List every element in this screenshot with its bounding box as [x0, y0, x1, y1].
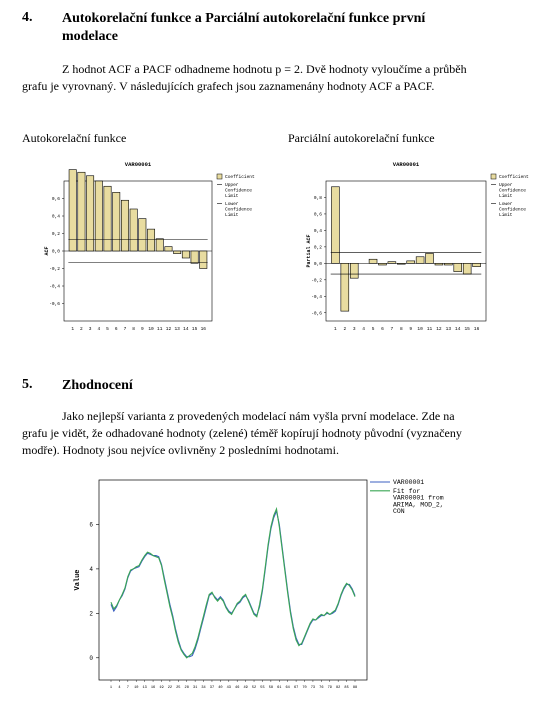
legend-label: Fit for — [393, 487, 421, 495]
x-tick-label: 88 — [352, 686, 358, 690]
legend-label: VAR00001 from — [393, 494, 444, 502]
x-tick-label: 4 — [97, 327, 101, 332]
x-tick-label: 15 — [464, 327, 470, 332]
y-axis-label: Partial ACF — [306, 234, 312, 268]
x-tick-label: 13 — [445, 327, 452, 332]
x-tick-label: 7 — [126, 686, 129, 690]
x-tick-label: 3 — [352, 327, 356, 332]
x-tick-label: 7 — [390, 327, 394, 332]
legend-label: Confidence — [225, 207, 253, 213]
plot-frame — [99, 480, 367, 680]
section4-para-line1: Z hodnot ACF a PACF odhadneme hodnotu p = 2. Dvě hodnoty vyloučíme a průběh — [62, 62, 467, 76]
legend-label: Confidence — [499, 188, 527, 194]
x-tick-label: 46 — [235, 686, 240, 690]
section4-title-line2: modelace — [62, 29, 118, 44]
pacf-caption: Parciální autokorelační funkce — [288, 131, 435, 145]
y-tick-label: -0,4 — [311, 294, 322, 300]
legend-label: Limit — [499, 213, 513, 218]
y-tick-label: 6 — [89, 521, 93, 529]
x-tick-label: 16 — [200, 327, 206, 332]
section5-para-line1: Jako nejlepší varianta z provedených modelací nám vyšla první modelace. Zde na — [62, 409, 455, 423]
x-tick-label: 13 — [142, 686, 147, 690]
x-tick-label: 10 — [148, 327, 154, 332]
bar — [435, 263, 443, 265]
x-tick-label: 1 — [71, 327, 75, 332]
x-tick-label: 5 — [106, 327, 109, 332]
y-tick-label: 0,6 — [51, 197, 60, 203]
x-tick-label: 7 — [123, 327, 127, 332]
bar — [463, 263, 471, 274]
x-tick-label: 28 — [184, 686, 189, 690]
bar — [130, 209, 137, 251]
x-tick-label: 12 — [165, 327, 172, 332]
section4-title — [62, 10, 532, 46]
x-tick-label: 6 — [114, 327, 118, 332]
bar — [113, 192, 120, 251]
legend-label: Coefficient — [225, 175, 255, 180]
x-tick-label: 79 — [327, 686, 332, 690]
y-tick-label: -0,6 — [49, 302, 60, 308]
y-tick-label: 0,6 — [313, 212, 322, 218]
x-tick-label: 10 — [417, 327, 423, 332]
x-tick-label: 6 — [381, 327, 384, 332]
section5-para-line2: grafu je vidět, že odhadované hodnoty (zelené) téměř kopírují hodnoty původní (vyznačeny — [22, 426, 462, 440]
bar — [182, 251, 189, 258]
x-tick-label: 9 — [141, 327, 144, 332]
y-tick-label: -0,2 — [49, 267, 60, 273]
legend-label: Lower — [225, 202, 239, 207]
x-tick-label: 73 — [310, 686, 316, 690]
bar — [156, 239, 163, 251]
y-axis-label: Value — [74, 569, 82, 591]
bar — [341, 263, 349, 311]
section4-title-line1: Autokorelační funkce a Parciální autokorelační funkce první — [62, 11, 426, 26]
bar — [444, 263, 452, 265]
x-tick-label: 19 — [159, 686, 164, 690]
legend-label: Limit — [225, 194, 239, 199]
section5-paragraph — [22, 408, 534, 459]
x-tick-label: 76 — [319, 686, 324, 690]
y-tick-label: -0,2 — [311, 278, 322, 284]
y-tick-label: 0,2 — [51, 232, 60, 238]
x-tick-label: 40 — [218, 686, 223, 690]
y-tick-label: -0,6 — [311, 311, 322, 317]
pacf-chart — [290, 155, 535, 335]
bar — [121, 200, 128, 251]
x-tick-label: 61 — [277, 686, 282, 690]
legend-label: Upper — [225, 183, 239, 188]
plot-frame — [326, 181, 486, 321]
acf-chart — [22, 155, 262, 335]
y-tick-label: 0,2 — [313, 245, 322, 251]
legend-label: Limit — [499, 194, 513, 199]
bar — [147, 229, 154, 251]
y-tick-label: 0,8 — [313, 196, 322, 202]
legend-swatch-coefficient — [491, 174, 496, 179]
legend-label: VAR00001 — [393, 479, 425, 486]
legend-label: CON — [393, 508, 405, 516]
bar — [78, 172, 85, 251]
bar — [165, 247, 172, 251]
bar — [416, 257, 424, 264]
x-tick-label: 8 — [399, 327, 403, 332]
bar — [104, 186, 111, 251]
bar — [191, 251, 198, 263]
legend-label: Confidence — [225, 188, 253, 194]
bar — [407, 261, 415, 263]
x-tick-label: 1 — [334, 327, 337, 332]
bar — [200, 251, 207, 269]
chart-title: VAR00001 — [392, 161, 420, 168]
x-tick-label: 52 — [251, 686, 257, 690]
y-tick-label: 0,0 — [313, 261, 322, 267]
y-tick-label: 4 — [89, 565, 93, 573]
section5-para-line3: modře). Hodnoty jsou nejvíce ovlivněny 2 posledními hodnotami. — [22, 443, 339, 457]
bar — [139, 219, 146, 251]
x-tick-label: 13 — [174, 327, 180, 332]
x-tick-label: 14 — [455, 327, 461, 332]
acf-caption: Autokorelační funkce — [22, 131, 127, 145]
bar — [397, 263, 405, 264]
y-tick-label: 2 — [89, 610, 93, 618]
x-tick-label: 82 — [336, 686, 341, 690]
x-tick-label: 3 — [88, 327, 92, 332]
x-tick-label: 4 — [362, 327, 365, 332]
bar — [473, 263, 481, 266]
legend-label: Coefficient — [499, 175, 529, 180]
y-tick-label: -0,4 — [49, 284, 60, 290]
x-tick-label: 31 — [192, 686, 198, 690]
x-tick-label: 1 — [109, 686, 113, 690]
x-tick-label: 10 — [134, 686, 139, 690]
x-tick-label: 15 — [191, 327, 198, 332]
x-tick-label: 70 — [302, 686, 307, 690]
legend-label: Limit — [225, 213, 239, 218]
x-tick-label: 16 — [473, 327, 480, 332]
section4-number: 4. — [22, 10, 33, 25]
x-tick-label: 43 — [226, 686, 231, 690]
x-tick-label: 8 — [132, 327, 135, 332]
section5-title: Zhodnocení — [62, 378, 133, 393]
x-tick-label: 11 — [157, 327, 163, 332]
x-tick-label: 64 — [285, 686, 290, 690]
x-tick-label: 85 — [344, 686, 349, 690]
y-tick-label: 0,4 — [51, 214, 60, 220]
section4-para-line2: grafu je vyrovnaný. V následujících grafech jsou zaznamenány hodnoty ACF a PACF. — [22, 79, 435, 93]
bar — [69, 170, 76, 251]
x-tick-label: 14 — [183, 327, 189, 332]
legend-label: Confidence — [499, 207, 527, 213]
section4-paragraph — [22, 61, 534, 95]
x-tick-label: 2 — [343, 327, 347, 332]
y-tick-label: 0,4 — [313, 229, 322, 235]
legend-label: ARIMA, MOD_2, — [393, 501, 444, 509]
x-tick-label: 25 — [176, 686, 181, 690]
chart-title: VAR00001 — [124, 161, 152, 168]
y-tick-label: 0 — [89, 654, 93, 662]
legend-swatch-coefficient — [217, 174, 222, 179]
bar — [95, 181, 102, 251]
x-tick-label: 58 — [268, 686, 274, 690]
legend-label: Lower — [499, 202, 513, 207]
x-tick-label: 22 — [167, 686, 173, 690]
section5-number: 5. — [22, 377, 33, 392]
bar — [331, 187, 339, 264]
x-tick-label: 55 — [260, 686, 265, 690]
x-tick-label: 11 — [426, 327, 433, 332]
bar — [426, 253, 434, 263]
y-axis-label: ACF — [44, 246, 50, 256]
y-tick-label: 0,0 — [51, 249, 60, 255]
x-tick-label: 67 — [293, 686, 299, 690]
x-tick-label: 2 — [80, 327, 83, 332]
bar — [369, 259, 377, 263]
x-tick-label: 49 — [243, 686, 248, 690]
time-series-chart — [70, 476, 545, 714]
bar — [174, 251, 181, 254]
x-tick-label: 12 — [436, 327, 442, 332]
bar — [388, 262, 396, 264]
x-tick-label: 37 — [209, 686, 215, 690]
x-tick-label: 16 — [150, 686, 156, 690]
bar — [350, 263, 358, 278]
x-tick-label: 34 — [201, 686, 206, 690]
x-tick-label: 4 — [118, 686, 121, 690]
bar — [379, 263, 387, 265]
legend-label: Upper — [499, 183, 513, 188]
x-tick-label: 9 — [409, 327, 413, 332]
x-tick-label: 5 — [371, 327, 375, 332]
bar — [454, 263, 462, 271]
